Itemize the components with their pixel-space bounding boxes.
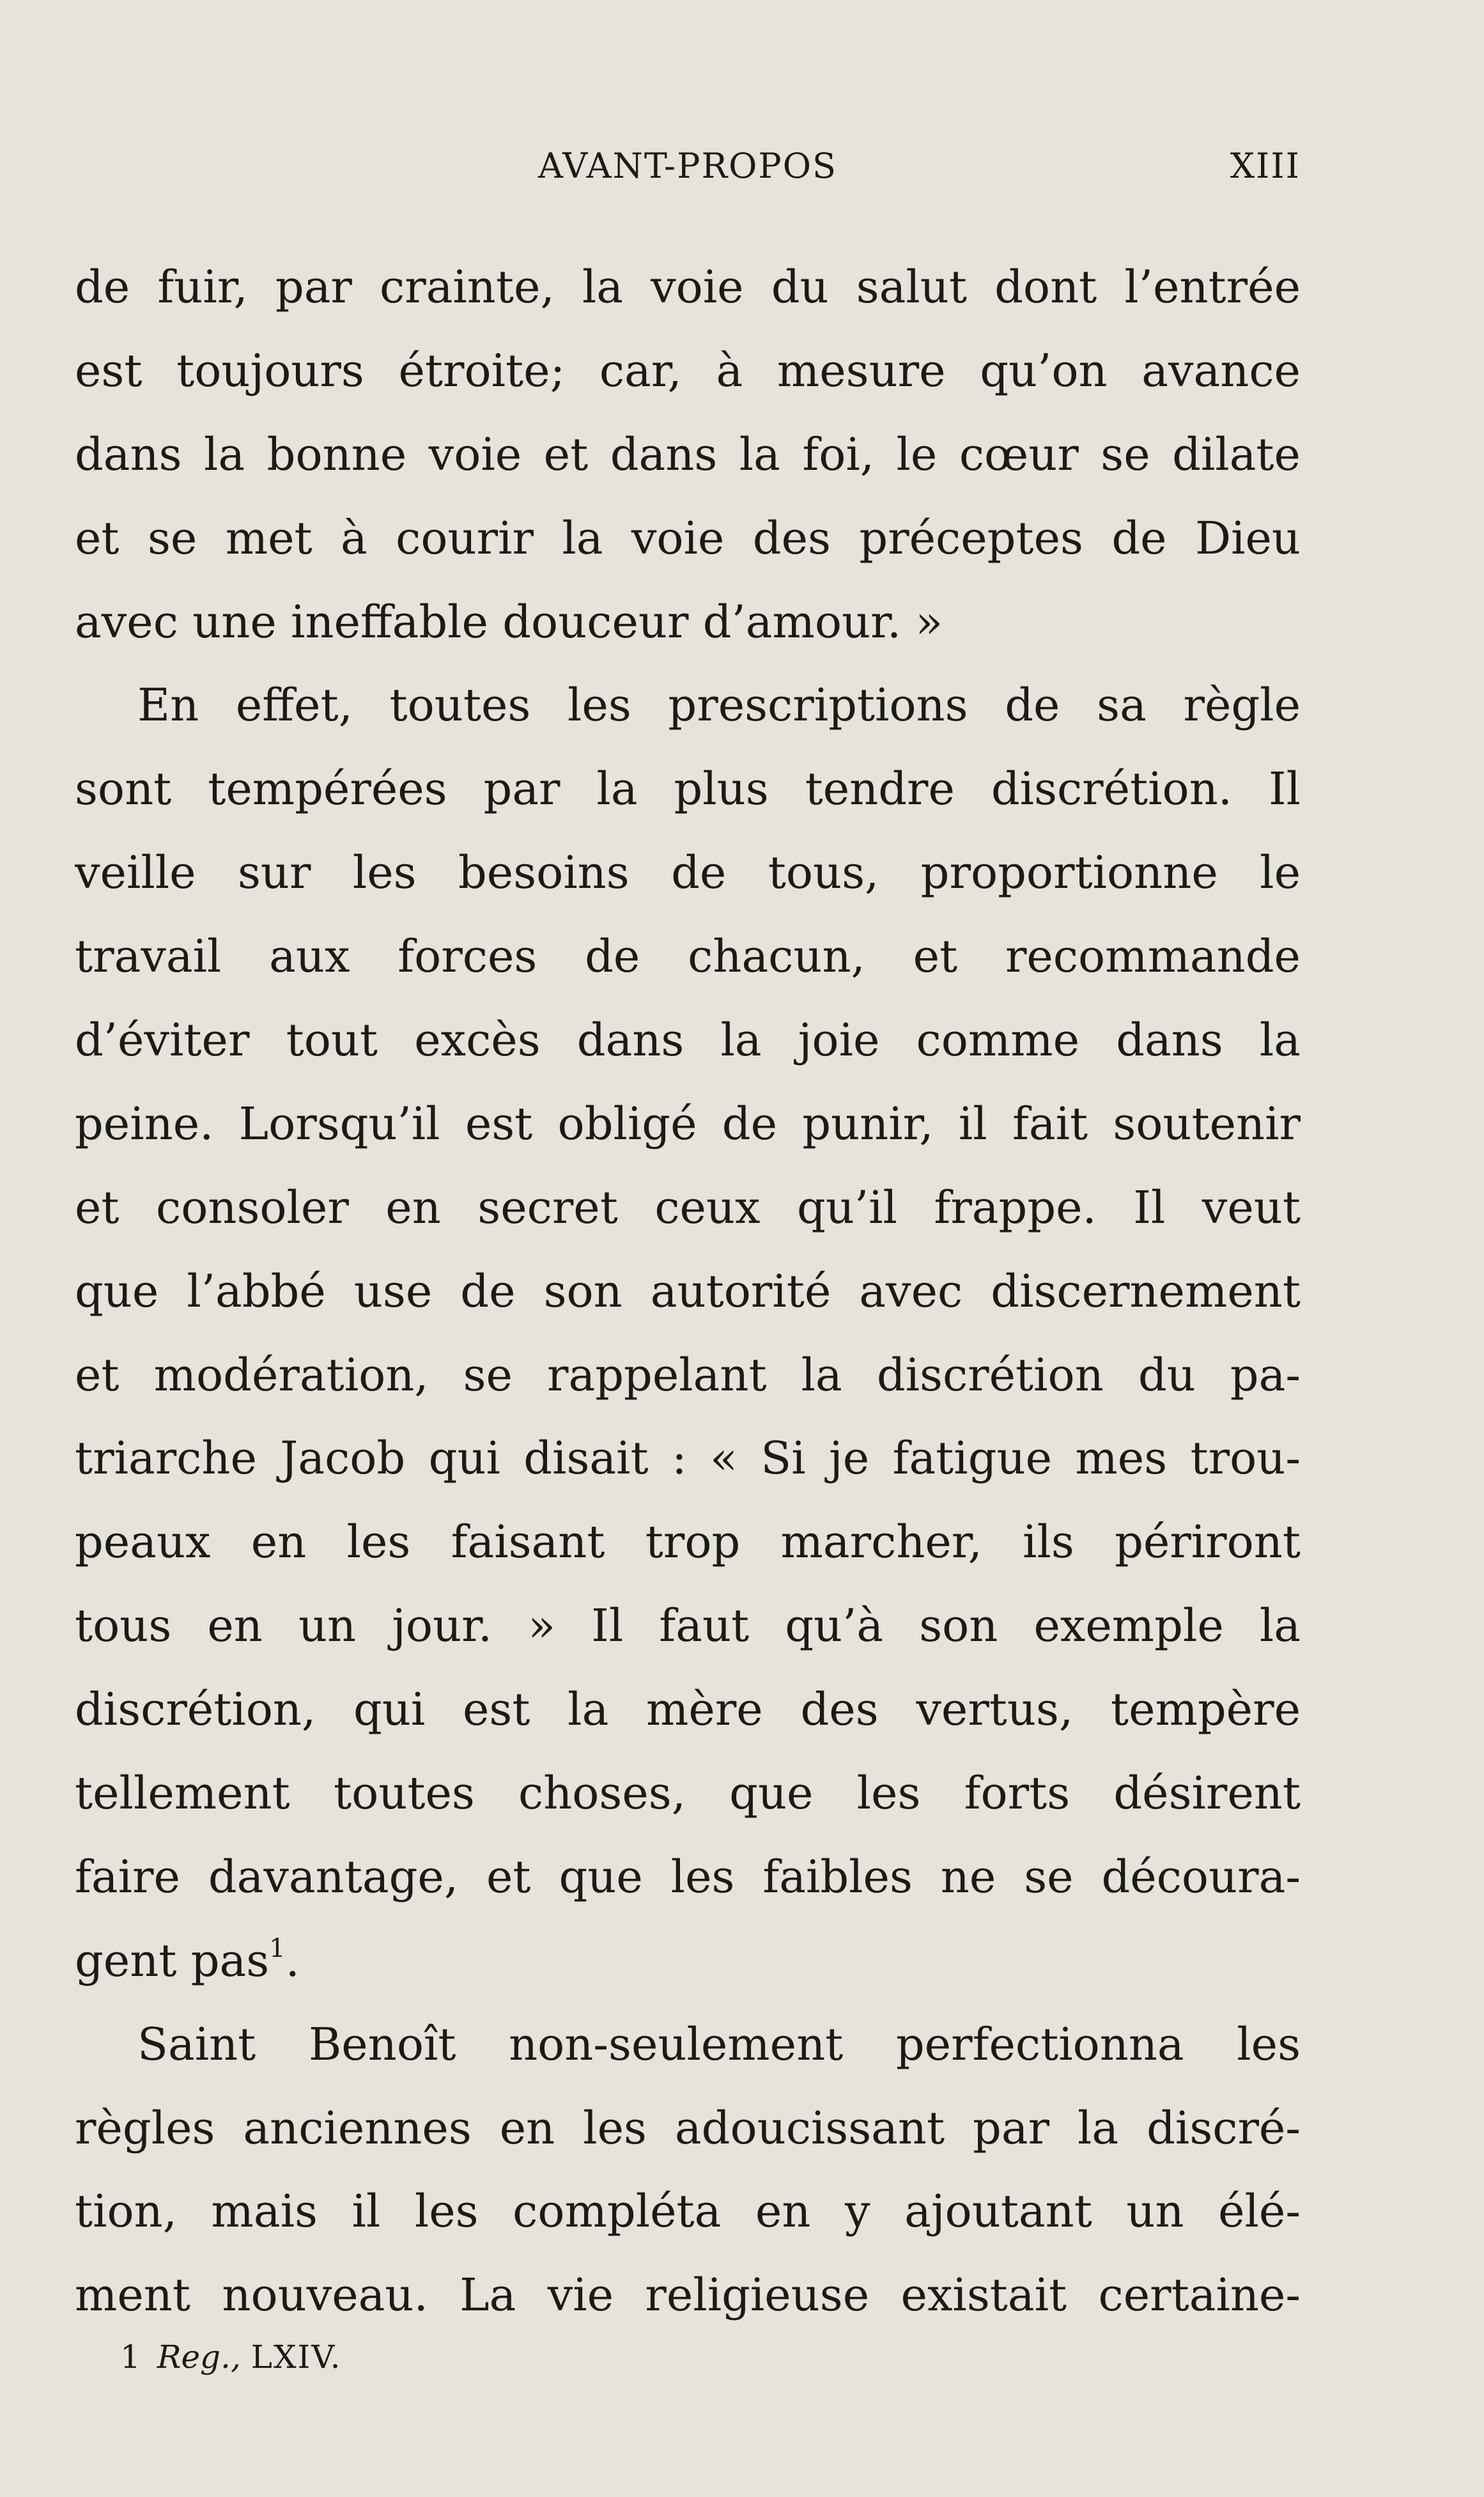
text-line: tellement toutes choses, que les forts désirent [75, 1767, 1301, 1820]
footnote-chapter: LXIV. [251, 2338, 342, 2376]
text-line: faire davantage, et que les faibles ne se découra- [75, 1850, 1301, 1903]
paragraph-start-line: Saint Benoît non-seulement perfectionna les [137, 2018, 1301, 2071]
footnote-source: Reg., [157, 2338, 241, 2376]
text-line: tous en un jour. » Il faut qu’à son exemple la [75, 1599, 1301, 1653]
text-line: et consoler en secret ceux qu’il frappe. Il veut [75, 1181, 1301, 1234]
text-line: d’éviter tout excès dans la joie comme dans la [75, 1014, 1301, 1067]
text-line-content: gent pas [75, 1934, 270, 1987]
text-line: et se met à courir la voie des préceptes de Dieu [75, 511, 1301, 564]
footnote-reference[interactable]: 1 [269, 1933, 286, 1963]
footnote [120, 2338, 342, 2376]
sentence-end: . [285, 1934, 300, 1987]
running-title: AVANT-PROPOS [537, 146, 838, 186]
body-text [75, 245, 1301, 2337]
text-line: dans la bonne voie et dans la foi, le cœur se dilate [75, 428, 1301, 481]
text-line: ment nouveau. La vie religieuse existait certaine- [75, 2269, 1301, 2322]
page-number: XIII [1230, 146, 1301, 186]
text-line: discrétion, qui est la mère des vertus, tempère [75, 1683, 1301, 1736]
text-line: veille sur les besoins de tous, proportionne le [75, 846, 1301, 899]
text-line: sont tempérées par la plus tendre discrétion. Il [75, 763, 1301, 816]
text-line: triarche Jacob qui disait : « Si je fatigue mes trou- [75, 1432, 1301, 1485]
text-line: et modération, se rappelant la discrétion du pa- [75, 1348, 1301, 1401]
text-line: règles anciennes en les adoucissant par la discré- [75, 2101, 1301, 2154]
text-line: est toujours étroite; car, à mesure qu’on avance [75, 344, 1301, 397]
text-line: tion, mais il les compléta en y ajoutant un élé- [75, 2185, 1301, 2238]
text-line: travail aux forces de chacun, et recommande [75, 930, 1301, 983]
text-line: peaux en les faisant trop marcher, ils périront [75, 1516, 1301, 1569]
paragraph-start-line: En effet, toutes les prescriptions de sa règle [137, 679, 1301, 732]
text-line: de fuir, par crainte, la voie du salut dont l’entrée [75, 261, 1301, 313]
text-line: avec une ineffable douceur d’amour. » [75, 595, 943, 648]
running-head [75, 146, 1301, 197]
paragraph-end-line [75, 1919, 1301, 2003]
footnote-number: 1 [120, 2338, 141, 2376]
text-line: que l’abbé use de son autorité avec discernement [75, 1264, 1301, 1318]
text-line: peine. Lorsqu’il est obligé de punir, il fait soutenir [75, 1097, 1301, 1150]
